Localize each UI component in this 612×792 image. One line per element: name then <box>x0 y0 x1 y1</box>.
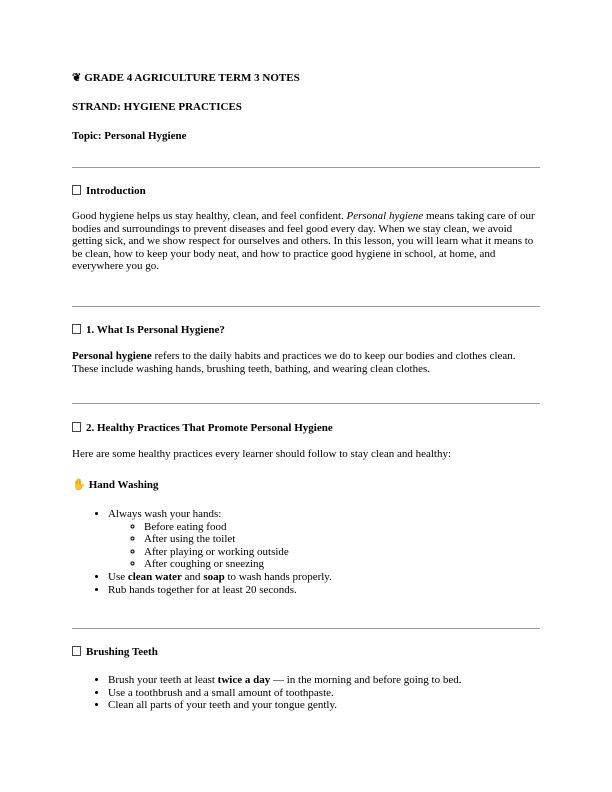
brushing-list <box>72 674 542 712</box>
section-1-heading <box>72 324 542 337</box>
list-item <box>108 508 542 571</box>
bold-term: twice a day <box>217 674 271 686</box>
brushing-teeth-heading <box>72 646 542 659</box>
list-item <box>108 674 542 687</box>
text: Brush your teeth at least <box>108 674 218 686</box>
hand-washing-heading <box>72 479 542 492</box>
heading-text: 2. Healthy Practices That Promote Personal Hygiene <box>86 422 333 434</box>
divider <box>72 628 540 629</box>
text: refers to the daily habits and practices we do to keep our bodies and clothes clean. These include washing hands, brushing teeth, bathing, and wearing clean clothes. <box>72 350 516 375</box>
list-item: • Clean all parts of your teeth and your tongue gently. <box>108 699 542 712</box>
divider <box>72 306 540 307</box>
text: and <box>181 570 204 583</box>
document-title <box>72 72 542 85</box>
section-2-intro: Here are some healthy practices every learner should follow to stay clean and healthy: <box>72 448 452 460</box>
divider <box>72 167 540 168</box>
hand-washing-list <box>72 508 542 596</box>
intro-heading-text: Introduction <box>86 185 146 197</box>
sub-list-item: ◦ Before eating food <box>144 521 542 534</box>
title-text: GRADE 4 AGRICULTURE TERM 3 NOTES <box>84 72 300 84</box>
bold-term: soap <box>203 570 225 583</box>
text: Always wash your hands: <box>108 508 222 520</box>
divider <box>72 403 540 404</box>
italic-term: Personal hygiene <box>346 210 424 222</box>
section-1-paragraph <box>72 350 540 375</box>
list-item: • Use a toothbrush and a small amount of toothpaste. <box>108 687 542 700</box>
bold-term: Personal hygiene <box>72 350 152 362</box>
leaf-icon: ❦ <box>72 72 82 84</box>
intro-paragraph <box>72 210 540 273</box>
hands-icon: ✋ <box>72 479 86 491</box>
box-icon <box>72 646 81 656</box>
box-icon <box>72 422 81 432</box>
list-item <box>108 571 542 584</box>
text: Good hygiene helps us stay healthy, clean, and feel confident. <box>72 210 347 222</box>
heading-text: Brushing Teeth <box>86 646 158 658</box>
strand-heading: STRAND: HYGIENE PRACTICES <box>72 101 242 113</box>
heading-text: Hand Washing <box>88 479 159 491</box>
list-item: • Rub hands together for at least 20 seconds. <box>108 584 542 597</box>
sub-list-item: ◦ After coughing or sneezing <box>144 558 542 571</box>
intro-heading <box>72 185 542 198</box>
section-2-heading <box>72 422 542 435</box>
sub-list-item: ◦ After using the toilet <box>144 533 542 546</box>
text: means taking care of our bodies and surroundings to prevent diseases and feel good every day. When we stay clean, we avoid getting sick, and we show respect for ourselves and others. In this lesson, you will learn what it means to be clean, how to keep your body neat, and how to practice good hygiene in school, at home, and everywhere you go. <box>72 210 535 273</box>
box-icon <box>72 324 81 334</box>
sub-list-item: ◦ After playing or working outside <box>144 546 542 559</box>
heading-text: 1. What Is Personal Hygiene? <box>86 324 225 336</box>
text: to wash hands properly. <box>224 570 332 583</box>
bold-term: clean water <box>127 570 182 583</box>
topic-heading: Topic: Personal Hygiene <box>72 130 187 142</box>
box-icon <box>72 185 81 195</box>
text: — in the morning and before going to bed. <box>270 674 462 686</box>
text: Use <box>108 570 128 583</box>
